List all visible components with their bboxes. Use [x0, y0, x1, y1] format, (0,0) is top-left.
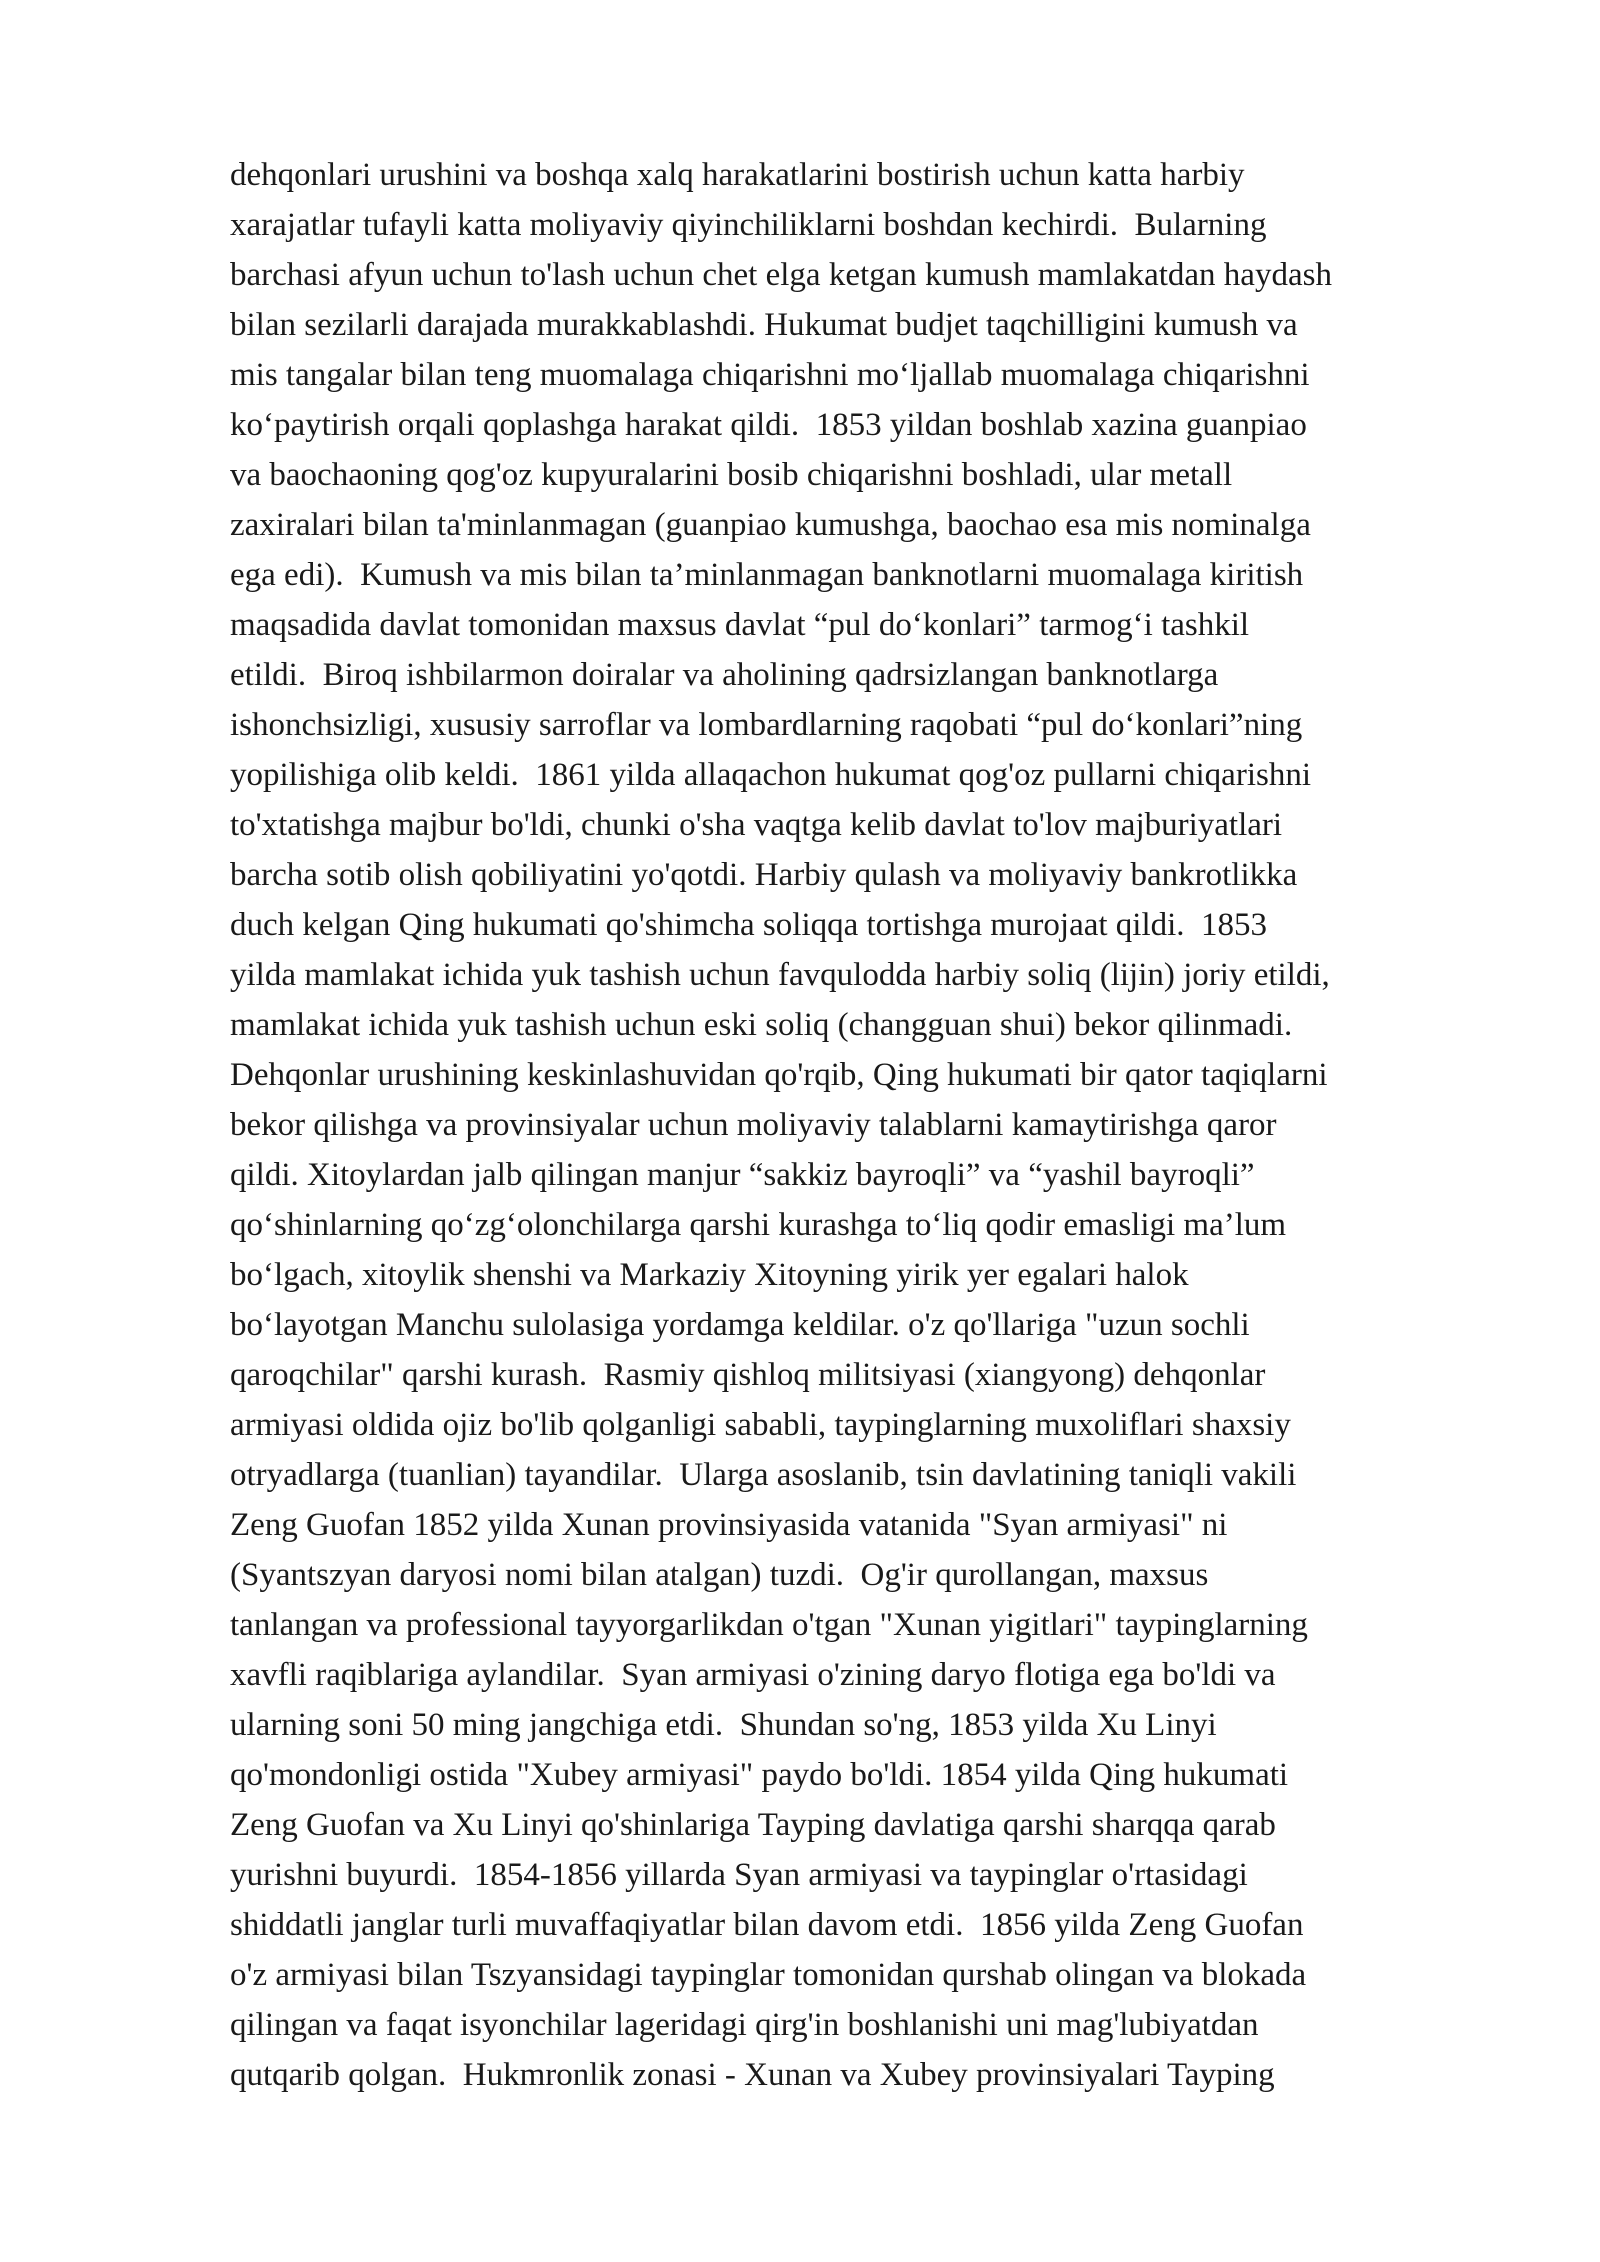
- text-line: yilda mamlakat ichida yuk tashish uchun favqulodda harbiy soliq (lijin) joriy etildi,: [230, 957, 1330, 993]
- text-line: barchasi afyun uchun to'lash uchun chet elga ketgan kumush mamlakatdan haydash: [230, 257, 1332, 293]
- text-line: yopilishiga olib keldi. 1861 yilda allaqachon hukumat qog'oz pullarni chiqarishni: [230, 757, 1311, 793]
- text-line: (Syantszyan daryosi nomi bilan atalgan) tuzdi. Og'ir qurollangan, maxsus: [230, 1557, 1209, 1593]
- text-line: ega edi). Kumush va mis bilan ta’minlanmagan banknotlarni muomalaga kiritish: [230, 557, 1304, 593]
- text-line: bo‘layotgan Manchu sulolasiga yordamga keldilar. o'z qo'llariga "uzun sochli: [230, 1307, 1250, 1343]
- text-line: qaroqchilar" qarshi kurash. Rasmiy qishloq militsiyasi (xiangyong) dehqonlar: [230, 1357, 1266, 1393]
- text-line: otryadlarga (tuanlian) tayandilar. Ularga asoslanib, tsin davlatining taniqli vakili: [230, 1457, 1297, 1493]
- text-line: maqsadida davlat tomonidan maxsus davlat “pul do‘konlari” tarmog‘i tashkil: [230, 607, 1250, 643]
- text-line: ularning soni 50 ming jangchiga etdi. Shundan so'ng, 1853 yilda Xu Linyi: [230, 1707, 1217, 1743]
- text-line: ko‘paytirish orqali qoplashga harakat qildi. 1853 yildan boshlab xazina guanpiao: [230, 407, 1307, 443]
- text-line: mis tangalar bilan teng muomalaga chiqarishni mo‘ljallab muomalaga chiqarishni: [230, 357, 1310, 393]
- text-line: qilingan va faqat isyonchilar lageridagi qirg'in boshlanishi uni mag'lubiyatdan: [230, 2007, 1259, 2043]
- text-line: qildi. Xitoylardan jalb qilingan manjur “sakkiz bayroqli” va “yashil bayroqli”: [230, 1157, 1255, 1193]
- text-line: barcha sotib olish qobiliyatini yo'qotdi. Harbiy qulash va moliyaviy bankrotlikka: [230, 857, 1298, 893]
- text-line: bekor qilishga va provinsiyalar uchun moliyaviy talablarni kamaytirishga qaror: [230, 1107, 1277, 1143]
- text-line: o'z armiyasi bilan Tszyansidagi taypinglar tomonidan qurshab olingan va blokada: [230, 1957, 1307, 1993]
- text-line: shiddatli janglar turli muvaffaqiyatlar bilan davom etdi. 1856 yilda Zeng Guofan: [230, 1907, 1304, 1943]
- text-line: qo'mondonligi ostida "Xubey armiyasi" paydo bo'ldi. 1854 yilda Qing hukumati: [230, 1757, 1289, 1793]
- text-line: qutqarib qolgan. Hukmronlik zonasi - Xunan va Xubey provinsiyalari Tayping: [230, 2057, 1275, 2093]
- text-line: Dehqonlar urushining keskinlashuvidan qo'rqib, Qing hukumati bir qator taqiqlarni: [230, 1057, 1328, 1093]
- text-line: xavfli raqiblariga aylandilar. Syan armiyasi o'zining daryo flotiga ega bo'ldi va: [230, 1657, 1276, 1693]
- text-line: duch kelgan Qing hukumati qo'shimcha soliqqa tortishga murojaat qildi. 1853: [230, 907, 1268, 943]
- text-line: tanlangan va professional tayyorgarlikdan o'tgan "Xunan yigitlari" taypinglarning: [230, 1607, 1308, 1643]
- text-line: Zeng Guofan 1852 yilda Xunan provinsiyasida vatanida "Syan armiyasi" ni: [230, 1507, 1228, 1543]
- text-line: zaxiralari bilan ta'minlanmagan (guanpiao kumushga, baochao esa mis nominalga: [230, 507, 1311, 543]
- text-line: etildi. Biroq ishbilarmon doiralar va aholining qadrsizlangan banknotlarga: [230, 657, 1219, 693]
- text-line: dehqonlari urushini va boshqa xalq harakatlarini bostirish uchun katta harbiy: [230, 157, 1245, 193]
- body-text: [230, 150, 1530, 2100]
- text-line: armiyasi oldida ojiz bo'lib qolganligi sababli, taypinglarning muxoliflari shaxsiy: [230, 1407, 1291, 1443]
- text-line: bilan sezilarli darajada murakkablashdi. Hukumat budjet taqchilligini kumush va: [230, 307, 1298, 343]
- text-line: xarajatlar tufayli katta moliyaviy qiyinchiliklarni boshdan kechirdi. Bularning: [230, 207, 1267, 243]
- text-line: va baochaoning qog'oz kupyuralarini bosib chiqarishni boshladi, ular metall: [230, 457, 1233, 493]
- text-line: bo‘lgach, xitoylik shenshi va Markaziy Xitoyning yirik yer egalari halok: [230, 1257, 1189, 1293]
- text-line: yurishni buyurdi. 1854-1856 yillarda Syan armiyasi va taypinglar o'rtasidagi: [230, 1857, 1248, 1893]
- text-line: ishonchsizligi, xususiy sarroflar va lombardlarning raqobati “pul do‘konlari”ning: [230, 707, 1303, 743]
- text-line: to'xtatishga majbur bo'ldi, chunki o'sha vaqtga kelib davlat to'lov majburiyatlari: [230, 807, 1283, 843]
- text-line: Zeng Guofan va Xu Linyi qo'shinlariga Tayping davlatiga qarshi sharqqa qarab: [230, 1807, 1276, 1843]
- text-line: qo‘shinlarning qo‘zg‘olonchilarga qarshi kurashga to‘liq qodir emasligi ma’lum: [230, 1207, 1287, 1243]
- text-line: mamlakat ichida yuk tashish uchun eski soliq (changguan shui) bekor qilinmadi.: [230, 1007, 1293, 1043]
